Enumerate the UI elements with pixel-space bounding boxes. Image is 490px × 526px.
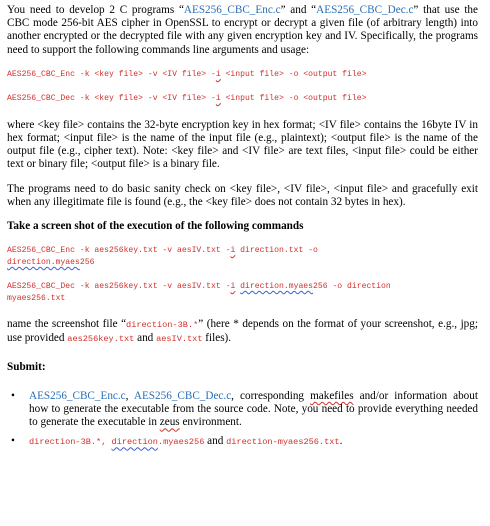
submit-sep-1: , (125, 389, 134, 402)
screenshot-filename: direction-3B.* (126, 320, 199, 331)
submit-cipher-file: direction (111, 437, 158, 448)
key-filename: aes256key.txt (67, 334, 135, 345)
submit-text-1: , corresponding (231, 389, 311, 402)
exec-enc-i-flag: i (230, 246, 236, 256)
exec-enc-command (7, 245, 478, 269)
enc-filename: AES256_CBC_Enc.c (183, 4, 281, 16)
intro-text-1: You need to develop 2 C programs “ (7, 4, 184, 16)
submit-sep-2: , (101, 437, 112, 448)
submit-cipher-ext: .myaes256 (157, 437, 205, 448)
exec-dec-part-a: AES256_CBC_Dec -k aes256key.txt -v aesIV.txt - (7, 282, 231, 292)
exec-dec-i-flag: i (230, 282, 236, 292)
intro-text-2: ” and “ (280, 4, 317, 16)
usage-dec-part-a: AES256_CBC_Dec -k <key file> -v <IV file> - (7, 93, 216, 103)
submit-and: and (204, 435, 227, 448)
submit-text-2: and/or information about how to generate the executable from the source code. Note, you need to provide everything needed to generate the executable in (29, 389, 478, 429)
usage-dec (7, 93, 478, 105)
submit-list (7, 390, 478, 450)
submit-enc-file: AES256_CBC_Enc.c (29, 389, 126, 402)
submit-decrypted-file: direction-myaes256.txt (226, 437, 340, 448)
exec-enc-part-a: AES256_CBC_Enc -k aes256key.txt -v aesIV.txt - (7, 246, 231, 256)
usage-enc-part-a: AES256_CBC_Enc -k <key file> -v <IV file> - (7, 69, 216, 79)
iv-filename: aesIV.txt (156, 334, 203, 345)
usage-dec-part-b: <input file> -o <output file> (220, 93, 367, 103)
bullet-icon: • (11, 435, 15, 448)
usage-enc (7, 69, 478, 81)
usage-dec-i-flag: i (215, 93, 221, 103)
exec-enc-output-file: direction.myaes (7, 258, 80, 268)
exec-dec-part-c: 256 -o direction (313, 282, 391, 292)
name-file-text-1: name the screenshot file “ (7, 318, 127, 331)
usage-enc-i-flag: i (215, 69, 221, 79)
exec-enc-part-b: direction.txt -o (235, 246, 318, 256)
sanity-paragraph: The programs need to do basic sanity check on <key file>, <IV file>, <input file> and gracefully exit when any illegitimate file is found (e.g., the <key file> does not contain 32 bytes in hex). (7, 182, 478, 208)
exec-enc-tail: 256 (79, 258, 95, 268)
bullet-icon: • (11, 389, 15, 402)
dec-filename: AES256_CBC_Dec.c (316, 4, 414, 16)
screenshot-heading: Take a screen shot of the execution of the following commands (7, 220, 304, 233)
name-file-text-2: ” (here * depends on the format of your screenshot, e.g., jpg; use provided (7, 318, 478, 345)
list-item (7, 435, 478, 449)
makefiles-word: makefiles (310, 389, 354, 402)
intro-paragraph (7, 4, 478, 57)
name-file-paragraph (7, 318, 478, 346)
submit-dot: . (339, 435, 343, 448)
submit-heading: Submit: (7, 360, 46, 373)
usage-enc-part-b: <input file> -o <output file> (220, 69, 367, 79)
name-file-text-3: and (134, 332, 157, 345)
where-paragraph: where <key file> contains the 32-byte encryption key in hex format; <IV file> contains the 16byte IV in hex format; <input file> is the name of the input file (e.g., plaintext); <output file> is the name of the output file (e.g., cipher text). Note: <key file> and <IV file> are text files, <input file> could be either text or binary file; <output file> is a binary file. (7, 118, 478, 171)
exec-dec-tail: myaes256.txt (7, 294, 66, 304)
submit-screenshot-file: direction-3B.* (29, 437, 102, 448)
exec-dec-command (7, 281, 478, 305)
exec-dec-input-file: direction.myaes (240, 282, 314, 292)
list-item (7, 390, 478, 430)
intro-text-3: ” that use the CBC mode 256-bit AES cipher in OpenSSL to encrypt or decrypt a given file (of arbitrary length) into another encrypted or the decrypted file with any given encryption key and IV. Specifically, the programs need to support the following commands line arguments and usage: (7, 4, 478, 56)
submit-dec-file: AES256_CBC_Dec.c (133, 389, 232, 402)
zeus-word: zeus (159, 416, 180, 429)
submit-text-3: environment. (179, 416, 242, 429)
name-file-text-4: files). (202, 332, 232, 345)
